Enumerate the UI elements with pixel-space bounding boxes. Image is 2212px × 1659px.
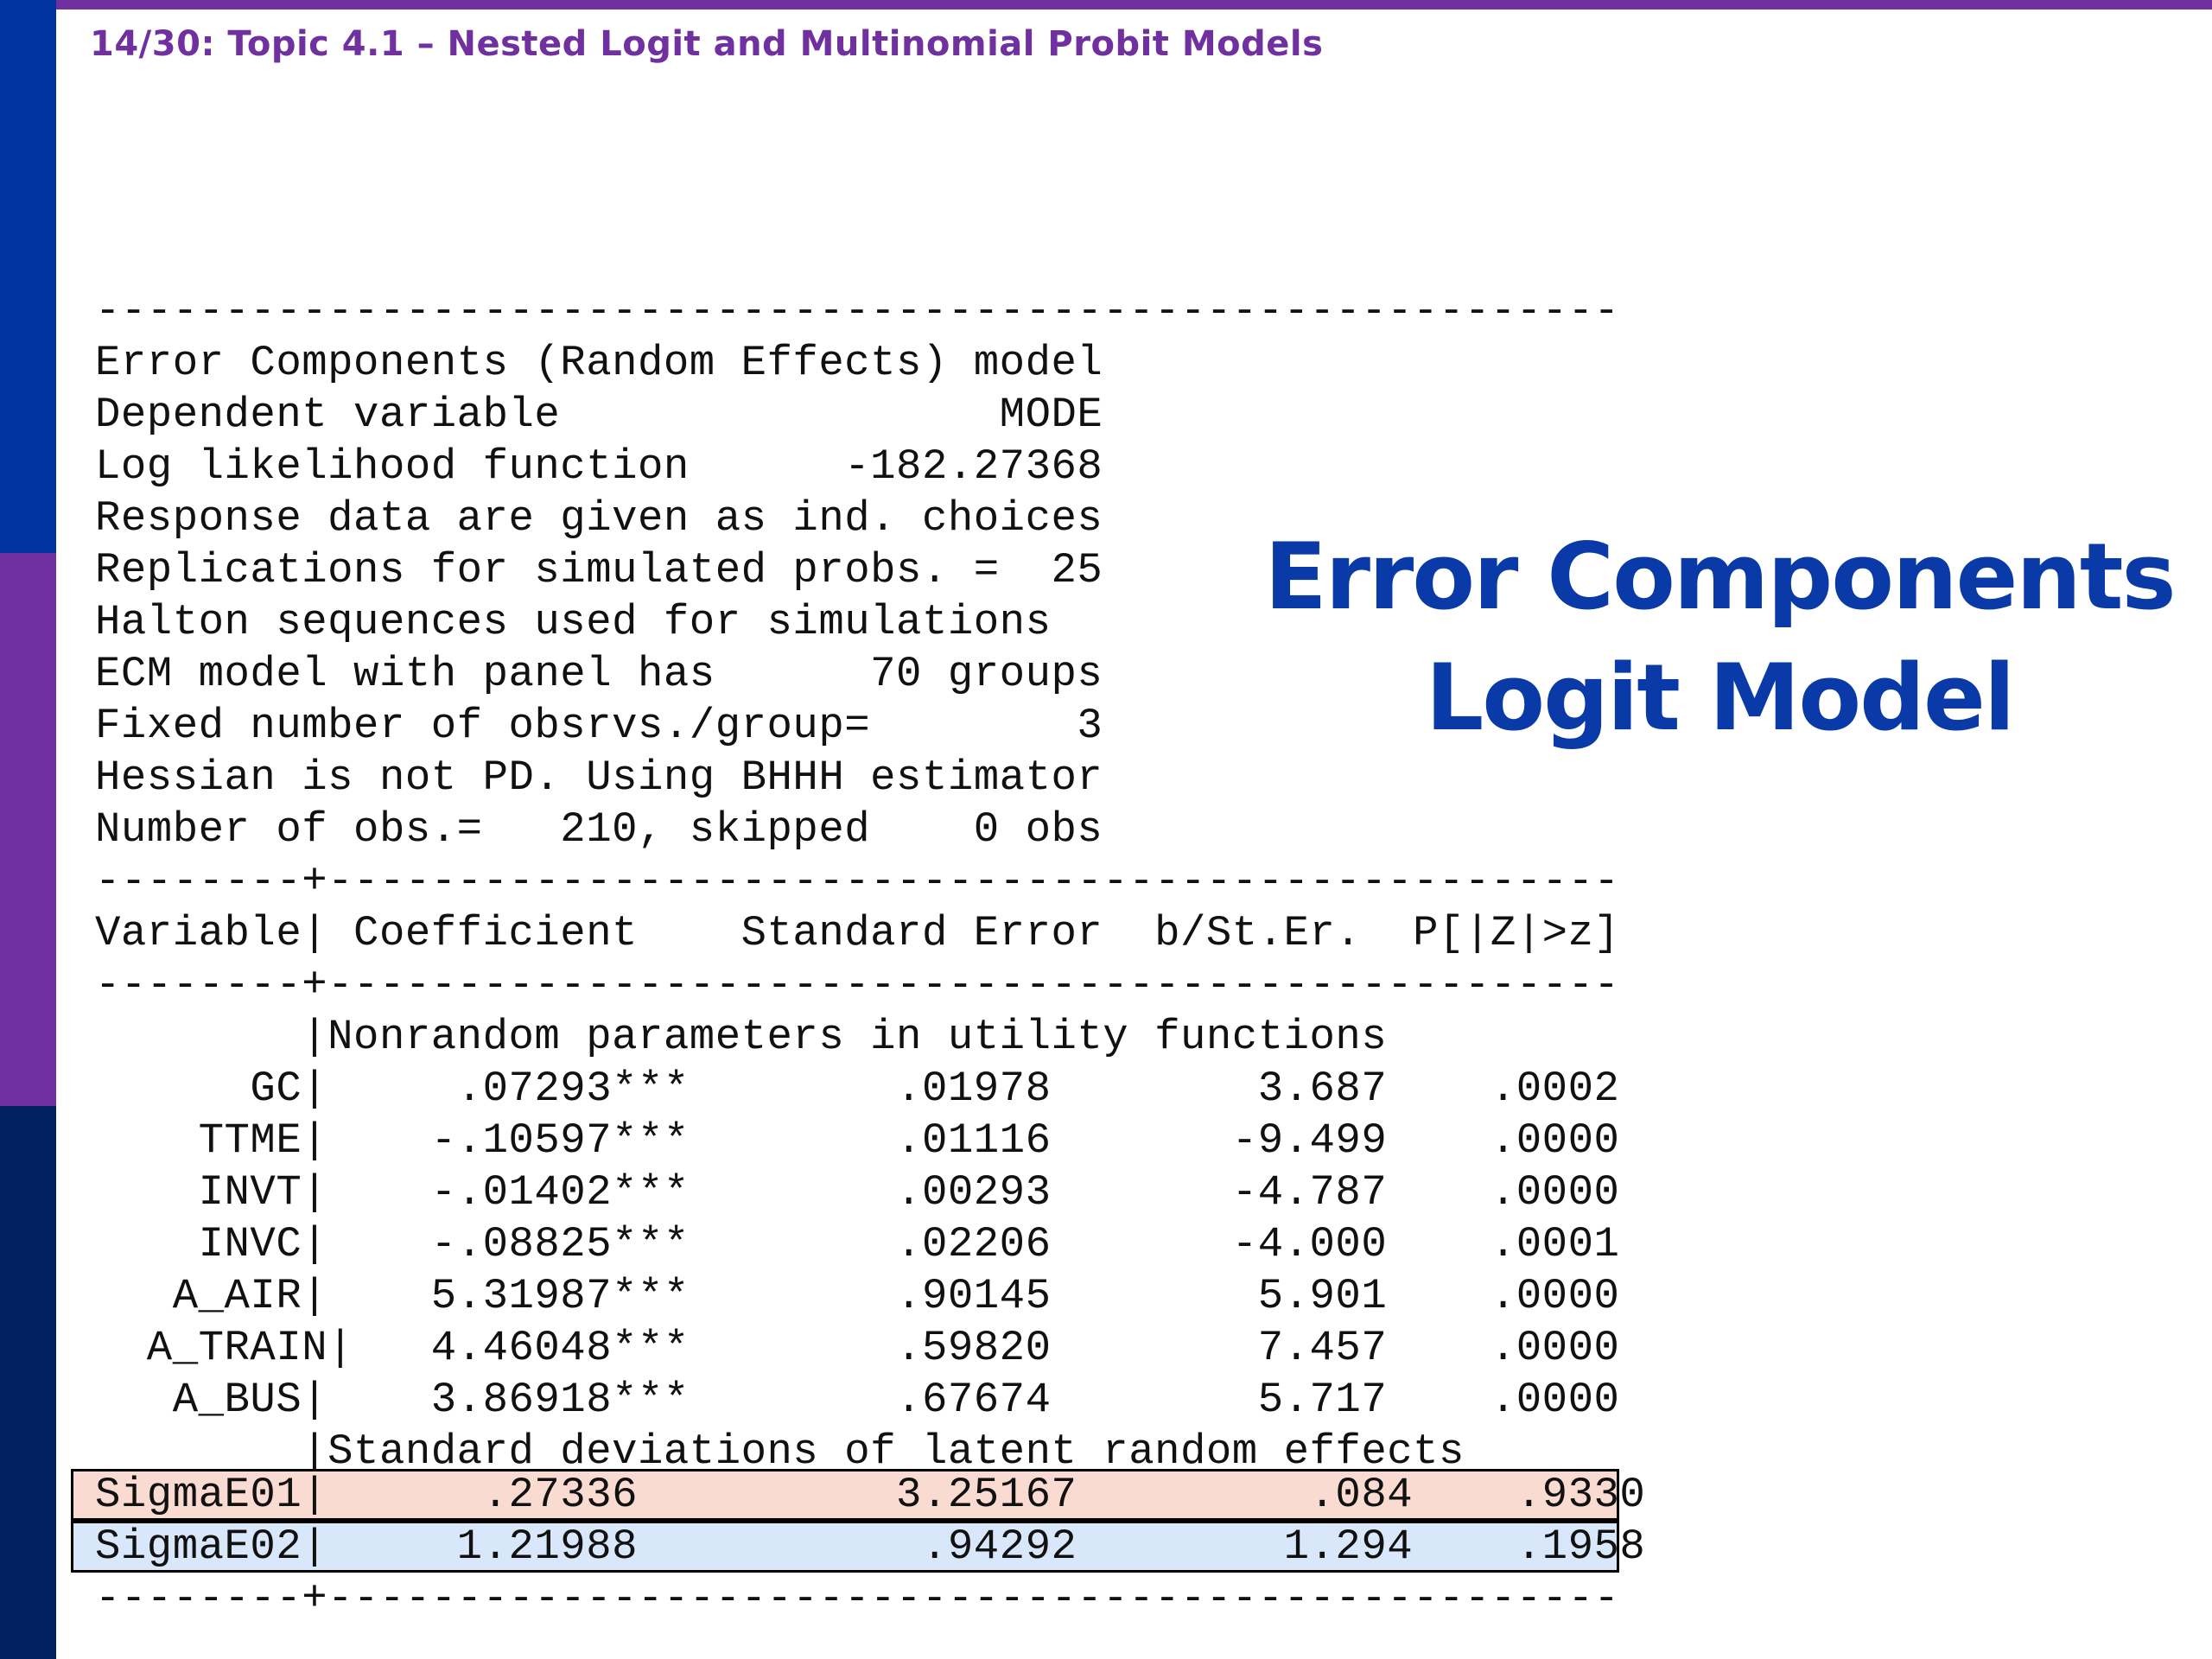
section-nonrandom-heading: |Nonrandom parameters in utility functions — [95, 1013, 1388, 1061]
left-band-blue — [0, 0, 56, 553]
left-band-navy — [0, 1106, 56, 1659]
table-row-sigma2: SigmaE02| 1.21988 .94292 1.294 .1958 — [95, 1522, 1646, 1571]
separator-mid: --------+-------------------------------------------------- — [95, 857, 1620, 906]
big-title-line-2: Logit Model — [1425, 645, 2014, 751]
table-row: A_AIR| 5.31987*** .90145 5.901 .0000 — [95, 1272, 1620, 1320]
slide-big-title — [1262, 517, 2177, 759]
table-row-sigma1: SigmaE01| .27336 3.25167 .084 .9330 — [95, 1471, 1646, 1519]
summary-line: Error Components (Random Effects) model — [95, 339, 1103, 387]
separator-top: ----------------------------------------------------------- — [95, 287, 1620, 335]
summary-line: Hessian is not PD. Using BHHH estimator — [95, 753, 1103, 802]
table-row: INVC| -.08825*** .02206 -4.000 .0001 — [95, 1220, 1620, 1268]
summary-line: Response data are given as ind. choices — [95, 494, 1103, 543]
summary-line: Log likelihood function -182.27368 — [95, 442, 1103, 491]
separator-bottom: --------+-------------------------------------------------- — [95, 1574, 1620, 1623]
summary-line: ECM model with panel has 70 groups — [95, 650, 1103, 698]
summary-line: Number of obs.= 210, skipped 0 obs — [95, 805, 1103, 854]
table-row: GC| .07293*** .01978 3.687 .0002 — [95, 1065, 1620, 1113]
section-random-heading: |Standard deviations of latent random effects — [95, 1427, 1465, 1476]
summary-line: Dependent variable MODE — [95, 391, 1103, 439]
big-title-line-1: Error Components — [1264, 524, 2175, 630]
column-header: Variable| Coefficient Standard Error b/St.Er. P[|Z|>z] — [95, 909, 1620, 957]
table-row: INVT| -.01402*** .00293 -4.787 .0000 — [95, 1168, 1620, 1217]
table-row: A_TRAIN| 4.46048*** .59820 7.457 .0000 — [95, 1324, 1620, 1372]
summary-line: Fixed number of obsrvs./group= 3 — [95, 702, 1103, 750]
table-row: TTME| -.10597*** .01116 -9.499 .0000 — [95, 1116, 1620, 1165]
top-accent-bar — [0, 0, 2212, 10]
left-band-purple — [0, 553, 56, 1106]
table-row: A_BUS| 3.86918*** .67674 5.717 .0000 — [95, 1376, 1620, 1424]
summary-line: Halton sequences used for simulations — [95, 598, 1052, 646]
slide-header-title: 14/30: Topic 4.1 – Nested Logit and Multinomial Probit Models — [90, 24, 1324, 64]
separator-header: --------+-------------------------------------------------- — [95, 961, 1620, 1009]
summary-line: Replications for simulated probs. = 25 — [95, 546, 1103, 594]
